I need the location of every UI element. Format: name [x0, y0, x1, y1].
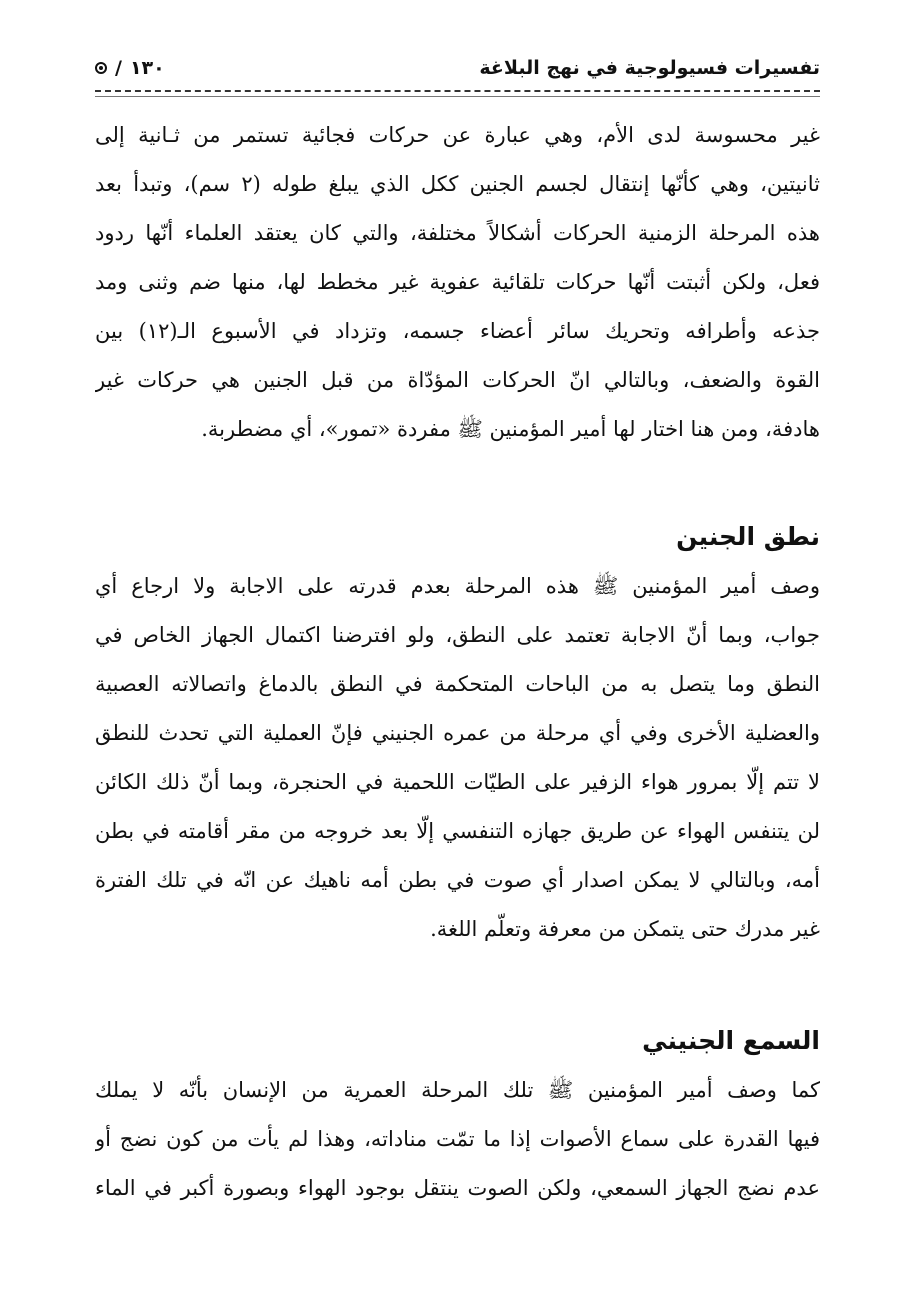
- header-rule-thin: [95, 96, 820, 97]
- text-line: غير مدرك حتى يتمكن من معرفة وتعلّم اللغة.: [430, 917, 820, 941]
- header-separator: /: [115, 57, 122, 79]
- text-line: كما وصف أمير المؤمنين ﷺ تلك المرحلة العمرية من الإنسان بأنّه لا يملك: [95, 1078, 820, 1102]
- text-line: فيها القدرة على سماع الأصوات إذا ما تمّت مناداته، وهذا لم يأت من كون نضج أو: [95, 1127, 820, 1151]
- section-heading-fetal-hearing: السمع الجنيني: [642, 1026, 820, 1055]
- paragraph-fetal-hearing: [95, 1066, 820, 1213]
- text-line: هذه المرحلة الزمنية الحركات أشكالاً مختلفة، والتي كان يعتقد العلماء أنّها ردود: [95, 221, 820, 245]
- text-line: والعضلية الأخرى وفي أي مرحلة من عمره الجنيني فإنّ العملية التي تحدث للنطق: [95, 721, 820, 745]
- text-line: القوة والضعف، وبالتالي انّ الحركات المؤدّاة من قبل الجنين هي حركات غير: [95, 368, 820, 392]
- text-line: وصف أمير المؤمنين ﷺ هذه المرحلة بعدم قدرته على الاجابة ولا ارجاع أي: [95, 574, 820, 598]
- circle-mark-icon: [95, 62, 107, 74]
- text-line: جذعه وأطرافه وتحريك سائر أعضاء جسمه، وتزداد في الأسبوع الـ(١٢) بين: [95, 319, 820, 343]
- text-line: فعل، ولكن أثبتت أنّها حركات تلقائية عفوية غير مخطط لها، منها ضم وثنى ومد: [95, 270, 820, 294]
- text-line: غير محسوسة لدى الأم، وهي عبارة عن حركات فجائية تستمر من ثـانية إلى: [95, 123, 820, 147]
- text-line: جواب، وبما أنّ الاجابة تعتمد على النطق، ولو افترضنا اكتمال الجهاز الخاص في: [95, 623, 820, 647]
- text-line: هادفة، ومن هنا اختار لها أمير المؤمنين ﷺ مفردة «تمور»، أي مضطربة.: [201, 417, 820, 441]
- section-heading-fetal-speech: نطق الجنين: [676, 522, 820, 551]
- header-rule-dashed: [95, 90, 820, 92]
- text-line: عدم نضج الجهاز السمعي، ولكن الصوت ينتقل بوجود الهواء وبصورة أكبر في الماء: [95, 1176, 820, 1200]
- text-line: لن يتنفس الهواء عن طريق جهازه التنفسي إلّا بعد خروجه من مقر أقامته في بطن: [95, 819, 820, 843]
- text-line: أمه، وبالتالي لا يمكن اصدار أي صوت في بطن أمه ناهيك عن انّه في تلك الفترة: [95, 868, 820, 892]
- paragraph-fetal-speech: [95, 562, 820, 954]
- text-line: لا تتم إلّا بمرور هواء الزفير على الطيّات اللحمية في الحنجرة، وبما أنّ ذلك الكائن: [95, 770, 820, 794]
- book-title: تفسيرات فسيولوجية في نهج البلاغة: [479, 57, 820, 79]
- running-header: [95, 52, 820, 84]
- paragraph-continuation: [95, 111, 820, 454]
- page-number: ١٣٠: [129, 57, 165, 79]
- page-number-block: [95, 57, 165, 79]
- text-line: النطق وما يتصل به من الباحات المتحكمة في النطق بالدماغ واتصالاته العصبية: [95, 672, 820, 696]
- text-line: ثانيتين، وهي كأنّها إنتقال لجسم الجنين ككل الذي يبلغ طوله (٢ سم)، وتبدأ بعد: [95, 172, 820, 196]
